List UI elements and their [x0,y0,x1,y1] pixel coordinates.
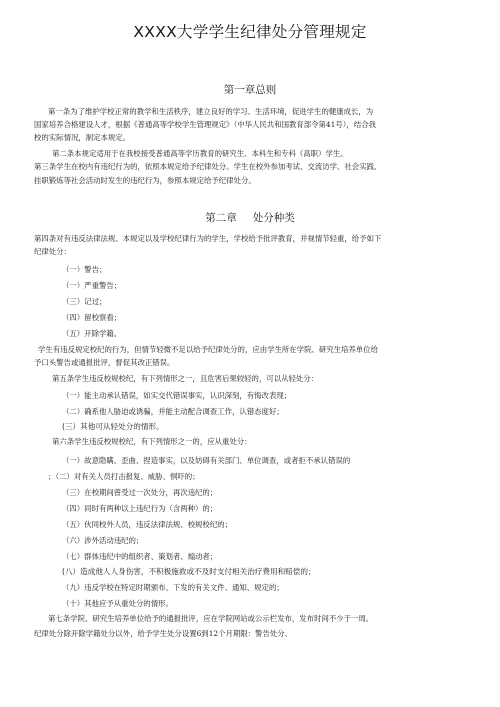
article-1-line-2: 国家培养合格建设人才，根据《普通高等学校学生管理规定》（中华人民共和国教育部令第41号），结合我 [34,120,376,129]
article-5-item-3: (三）其他可从轻处分的情形。 [62,422,164,431]
article-4-line-2: 纪律处分： [34,247,71,256]
article-5-item-1: （一）能主动承认错误，如实交代错误事实，认识深刻，有悔改表现； [62,391,292,400]
document-title: XXXX大学学生纪律处分管理规定 [133,23,367,41]
article-7-line-2: 纪律处分除开除学籍处分以外，给予学生处分设置6到12个月期限：警告处分、 [34,629,293,638]
penalty-kind-3: （三）记过； [62,297,107,306]
penalty-kind-5: （五）开除学籍。 [62,329,122,338]
note-line-1: 学生有违反规定校纪的行为，但情节轻微不足以给予纪律处分的，应由学生所在学院、研究生培养单位给 [38,345,378,354]
article-6-item-5: （五）伙同校外人员，违反法律法规、校规校纪的； [62,520,232,529]
article-7-line-1: 第七条学院、研究生培养单位给予的通报批评，应在学院网站或公示栏发布，发布时间不少于一周。 [48,614,374,623]
article-2-line: 第二条本规定适用于在我校接受普通高等学历教育的研究生、本科生和专科（高职）学生。 [52,149,348,158]
article-3-line-1: 第三条学生在校内有违纪行为的，依照本规定给予纪律处分。学生在校外参加考试、交流访学、社会实践、 [34,162,382,171]
article-1-line-3: 校的实际情况，制定本规定。 [34,133,131,142]
article-6-item-8: (八）造成他人人身伤害，不积极施救或不及时支付相关治疗费用和赔偿的； [62,567,316,576]
penalty-kind-2: （一）严重警告； [62,281,122,290]
article-6-item-10: （十）其他应予从重处分的情形。 [62,599,173,608]
article-6-item-4: （四）同时有两种以上违纪行为（含两种）的； [62,504,218,513]
article-6-item-7: （七）群体违纪中的组织者、策划者、煽动者； [62,552,218,561]
chapter-2-name: 处分种类 [252,212,295,224]
article-5-line: 第五条学生违反校规校纪，有下列情形之一，且危害后果较轻的，可以从轻处分： [52,374,319,383]
article-6-item-9: （九）违反学校在特定时期颁布、下发的有关文件、通知、规定的； [62,583,284,592]
note-line-2: 予口头警告或通报批评，督促其改正错误。 [34,358,175,367]
article-6-item-2: ；（二）对有关人员打击报复、威胁、恫吓的； [48,472,200,481]
article-6-line: 第六条学生违反校规校纪，有下列情形之一的，应从重处分： [52,437,252,446]
article-1-line-1: 第一条为了维护学校正常的教学和生活秩序，建立良好的学习、生活环境，促进学生的健康成长，为 [48,107,374,116]
article-6-item-1: （一）故意隐瞒、歪曲、捏造事实，以及妨碍有关部门、单位调查，或者拒不承认错误的 [62,456,351,465]
penalty-kind-1: （一）警告； [62,265,107,274]
article-3-line-2: 挂职锻炼等社会活动时发生的违纪行为，参照本规定给予纪律处分。 [34,176,256,185]
article-5-item-2: （二）确系他人胁迫或诱骗，并能主动配合调查工作，认错态度好； [62,407,284,416]
article-6-item-3: （三）在校期间曾受过一次处分，再次违纪的； [62,488,218,497]
chapter-2-heading [0,210,500,225]
chapter-2-number: 第二章 [205,212,237,224]
article-4-line-1: 第四条对有违反法律法规、本规定以及学校纪律行为的学生，学校给予批评教育，并视情节轻重，给予如下 [34,234,382,243]
chapter-1-heading: 第一章总则 [223,84,277,96]
penalty-kind-4: （四）留校察看； [62,313,122,322]
article-6-item-6: （六）涉外活动违纪的； [62,536,144,545]
